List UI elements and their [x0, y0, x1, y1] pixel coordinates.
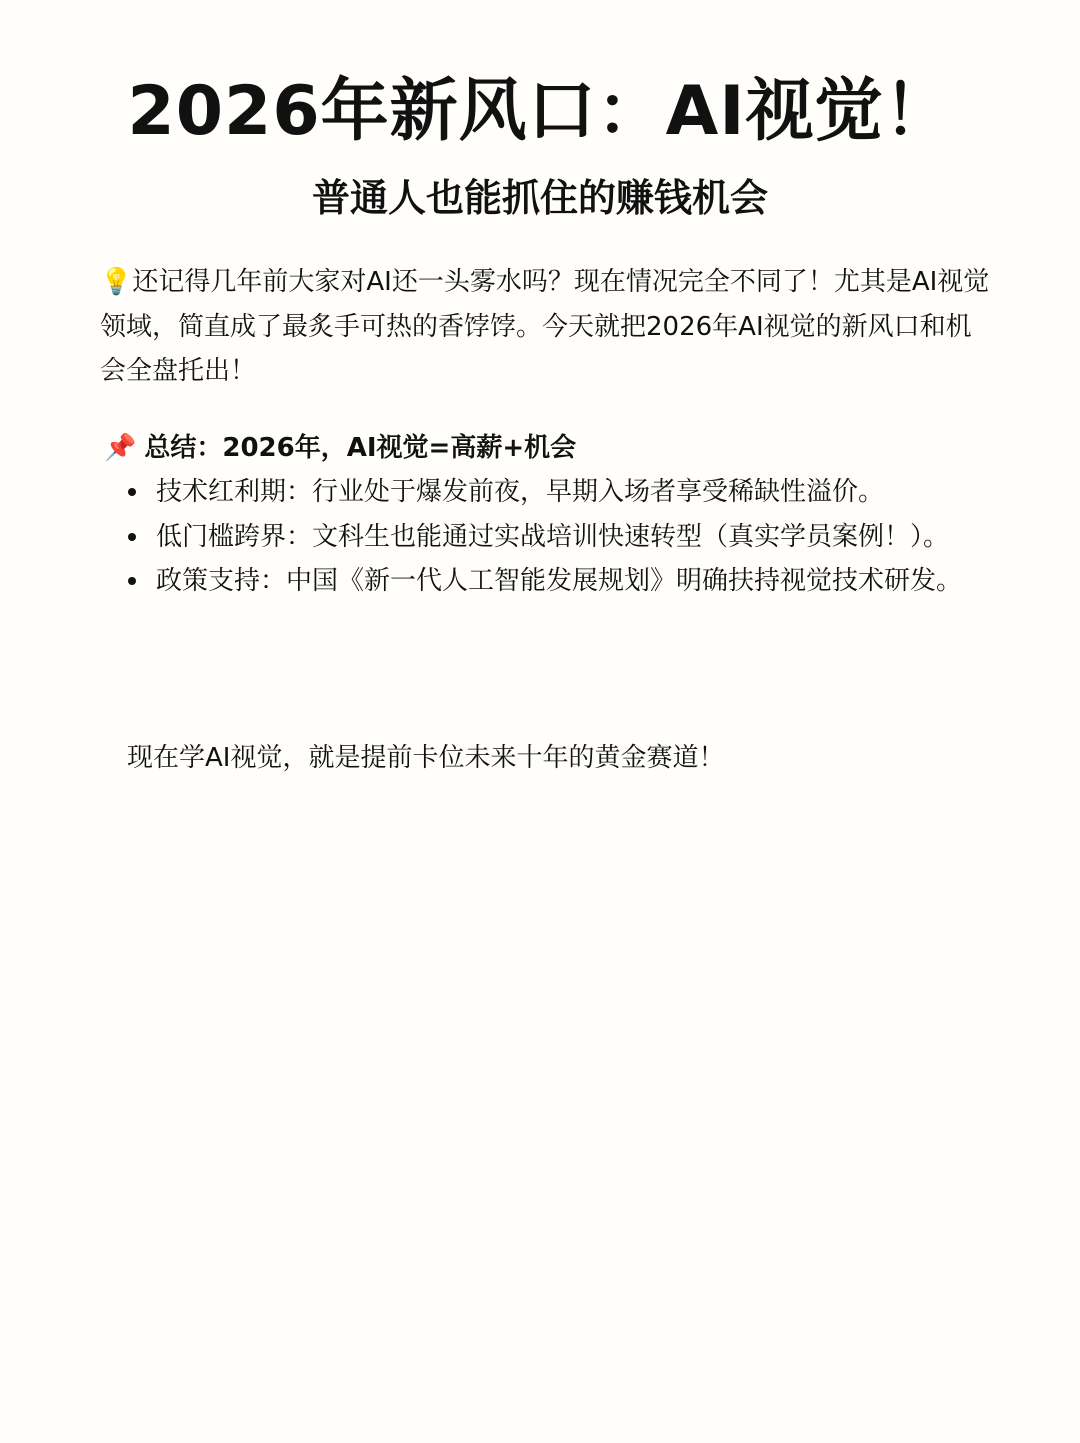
summary-list: [126, 470, 976, 604]
list-item-text: 低门槛跨界：文科生也能通过实战培训快速转型（真实学员案例！）。: [156, 521, 950, 552]
list-item: [126, 515, 976, 560]
summary-heading: [104, 426, 984, 470]
list-item: [126, 470, 976, 515]
pushpin-icon: 📌: [104, 433, 137, 463]
summary-heading-text: 总结：2026年，AI视觉=高薪+机会: [144, 433, 577, 463]
list-item-text: 政策支持：中国《新一代人工智能发展规划》明确扶持视觉技术研发。: [156, 566, 963, 596]
page-subtitle: 普通人也能抓住的赚钱机会: [311, 176, 768, 220]
list-item: [126, 559, 976, 604]
closing-paragraph: 现在学AI视觉，就是提前卡位未来十年的黄金赛道！: [127, 743, 725, 773]
lightbulb-icon: 💡: [100, 267, 133, 297]
page-title: 2026年新风口：AI视觉！: [127, 72, 953, 151]
intro-text: 还记得几年前大家对AI还一头雾水吗？现在情况完全不同了！尤其是AI视觉领域，简直成了最炙手可热的香饽饽。今天就把2026年AI视觉的新风口和机会全盘托出！: [100, 267, 990, 386]
list-item-text: 技术红利期：行业处于爆发前夜，早期入场者享受稀缺性溢价。: [156, 477, 885, 507]
intro-paragraph: [100, 260, 990, 394]
